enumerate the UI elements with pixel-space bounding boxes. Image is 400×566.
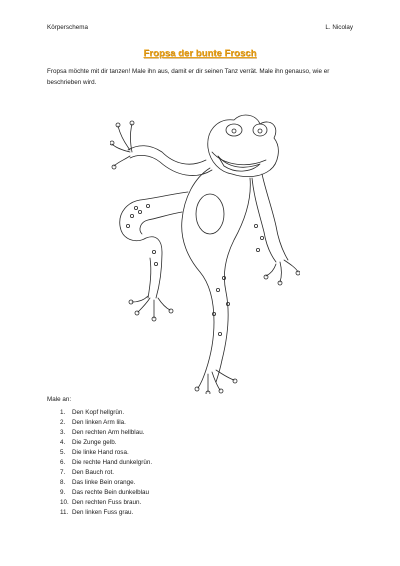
list-item: 3. Den rechten Arm hellblau. [60, 429, 145, 437]
frog-left-arm [128, 146, 206, 164]
frog-belly [196, 194, 224, 234]
frog-head [208, 115, 279, 177]
list-item: 11. Den linken Fuss grau. [60, 509, 134, 517]
list-item: 6. Die rechte Hand dunkelgrün. [60, 459, 153, 467]
intro-text: Fropsa möchte mit dir tanzen! Male ihn aus, damit er dir seinen Tanz verrät. Male ihn genauso, wie er beschrieben wird. [47, 68, 330, 86]
list-item: 2. Den linken Arm lila. [60, 419, 126, 427]
frog-left-leg [120, 192, 188, 298]
list-label: Male an: [47, 396, 72, 403]
header-right: L. Nicolay [325, 24, 353, 31]
frog-body-right [222, 178, 250, 360]
worksheet-title: Fropsa der bunte Frosch [143, 48, 257, 59]
frog-left-foot [129, 296, 173, 321]
frog-drawing [110, 108, 300, 394]
frog-left-hand [110, 121, 134, 169]
list-item: 10. Den rechten Fuss braun. [60, 499, 142, 507]
list-item: 8. Das linke Bein orange. [60, 479, 136, 487]
list-item: 5. Die linke Hand rosa. [60, 449, 129, 457]
list-item: 7. Den Bauch rot. [60, 469, 115, 477]
list-item: 1. Den Kopf hellgrün. [60, 409, 125, 416]
list-item: 4. Die Zunge gelb. [60, 439, 117, 447]
frog-right-hand [264, 260, 300, 285]
frog-right-foot [195, 370, 237, 394]
frog-right-arm [262, 174, 288, 260]
header-left: Körperschema [47, 24, 88, 31]
list-item: 9. Das rechte Bein dunkelblau [60, 489, 150, 497]
instruction-list [60, 408, 152, 519]
frog-body-left [182, 168, 214, 370]
